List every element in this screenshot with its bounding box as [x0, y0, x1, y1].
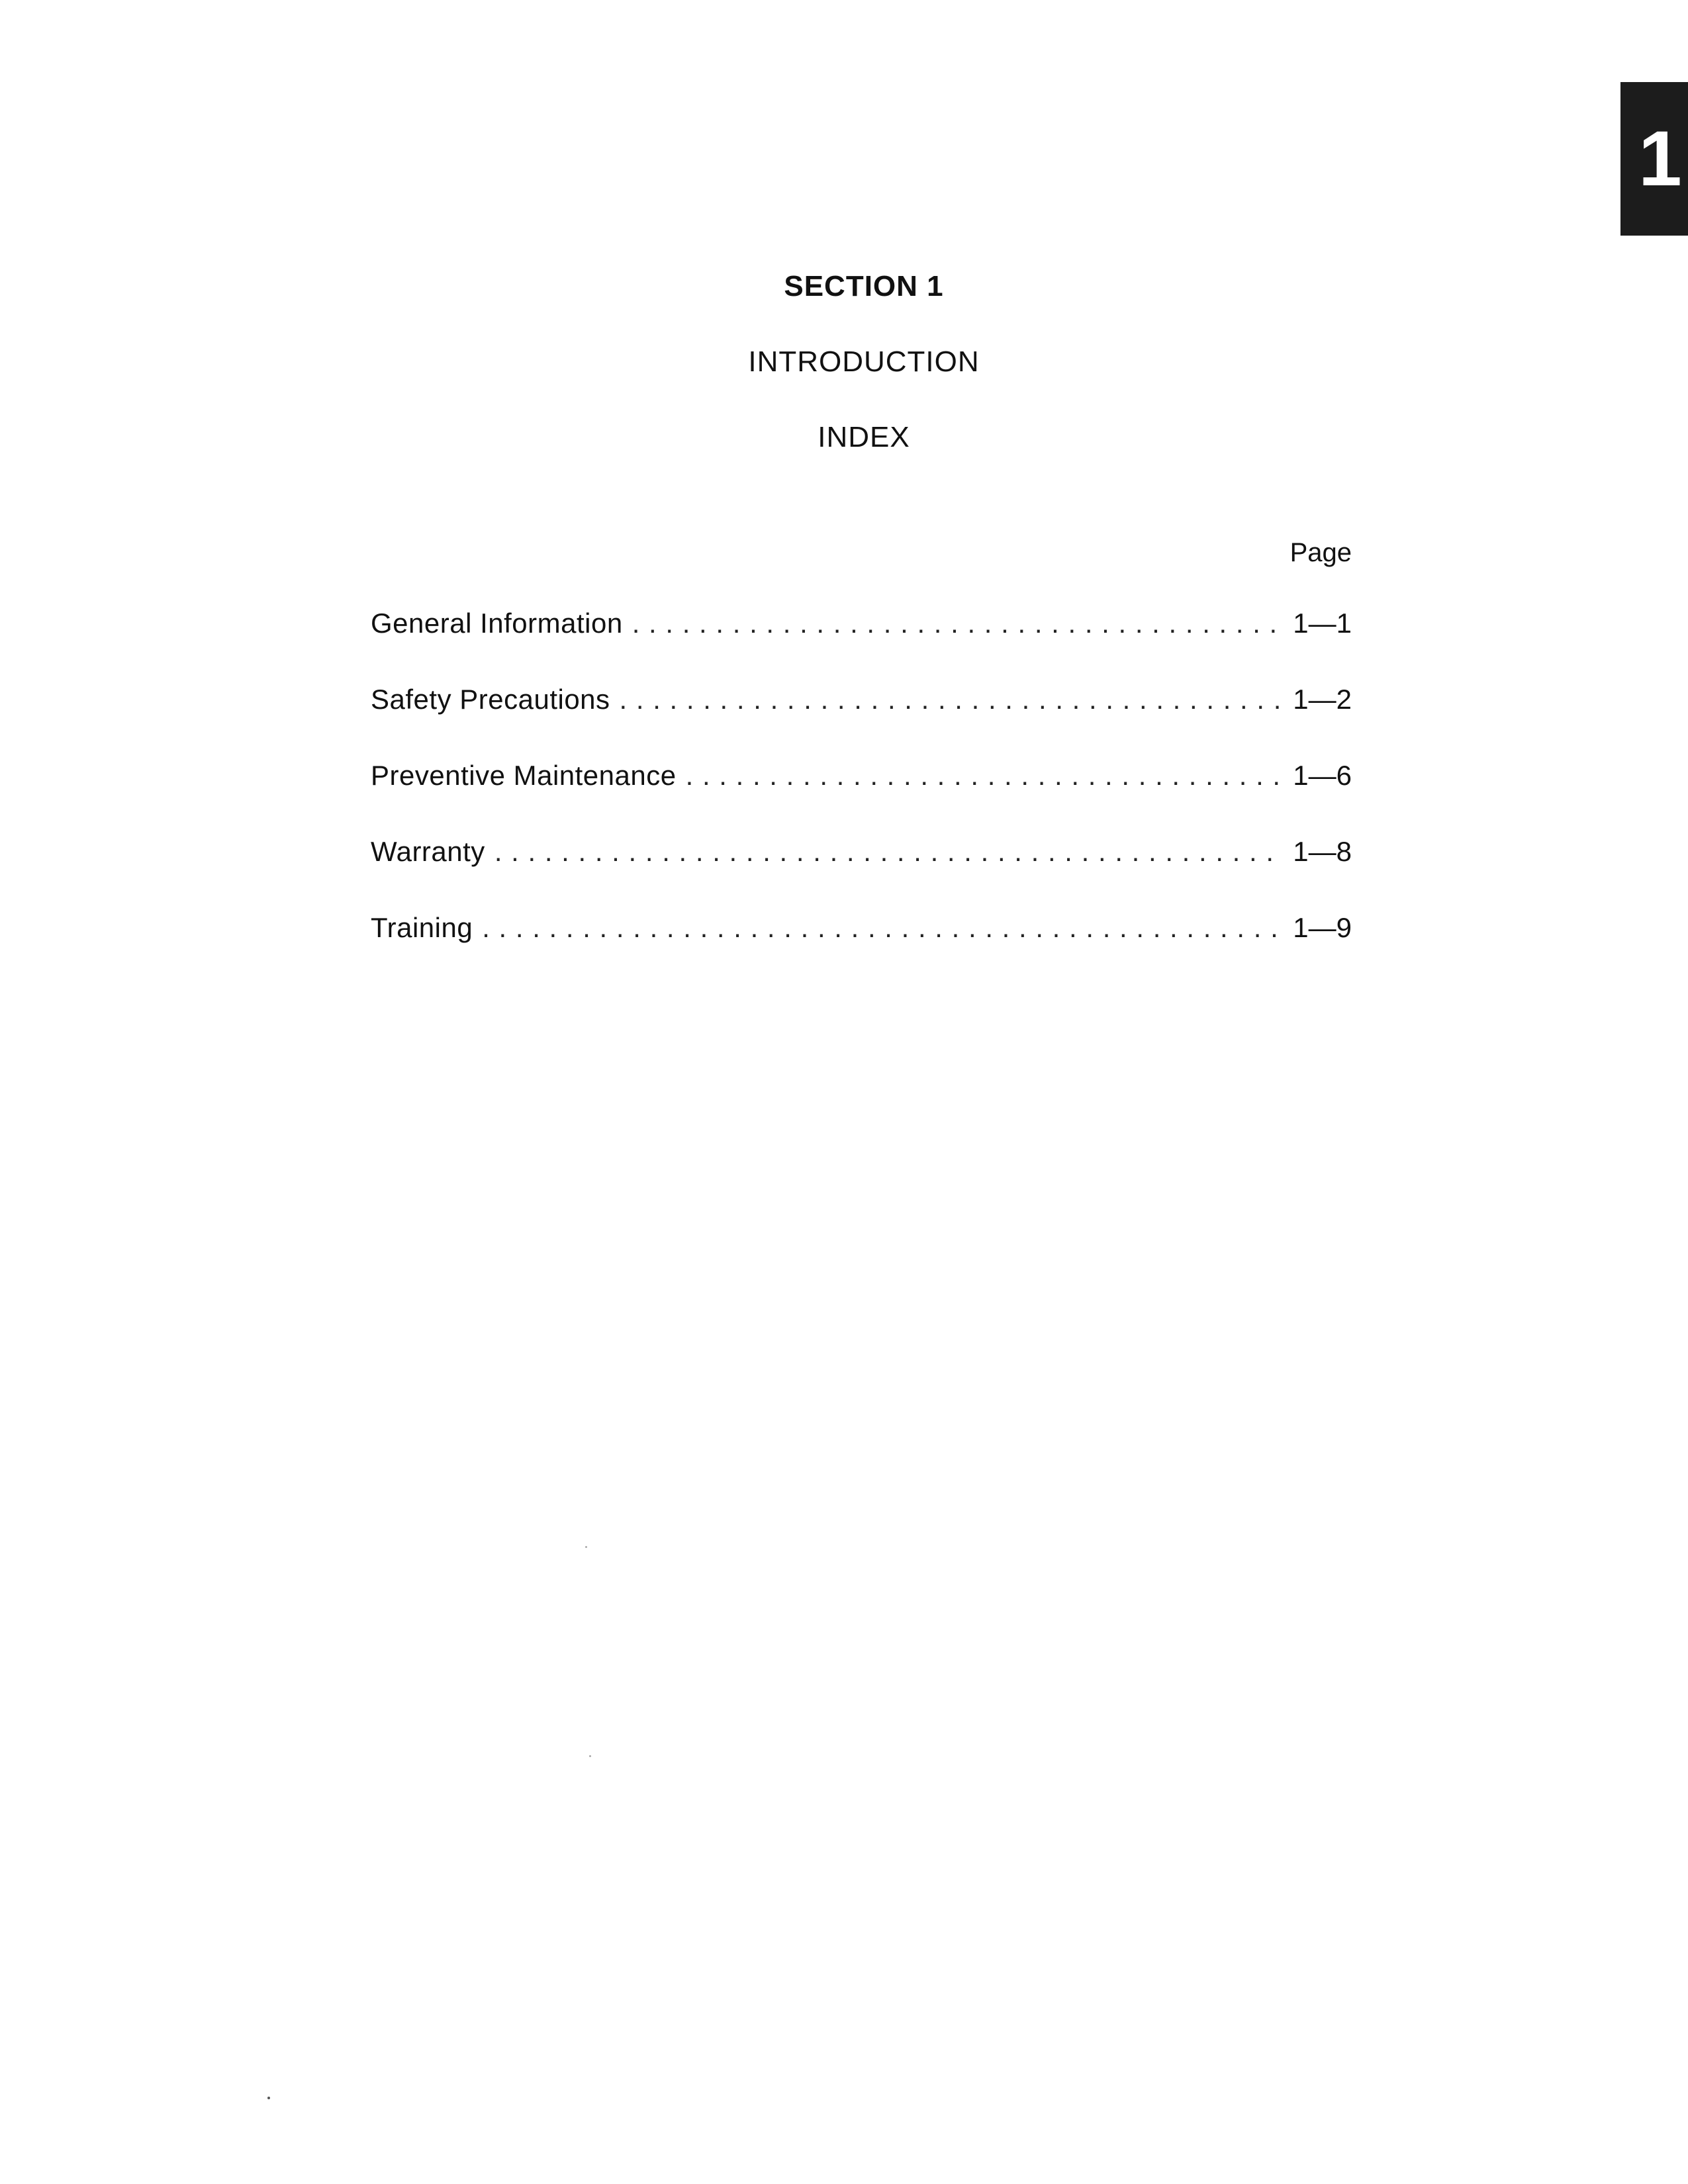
scan-speck: [589, 1755, 591, 1757]
section-title: INTRODUCTION: [748, 345, 980, 378]
toc-entry-title: Safety Precautions: [371, 684, 610, 715]
toc-entry-page: 1—6: [1293, 760, 1352, 791]
toc-entry: [371, 760, 1352, 836]
section-tab-marker: [1620, 82, 1688, 236]
dot-leader: [494, 836, 1284, 868]
toc-entry-page: 1—1: [1293, 608, 1352, 639]
toc-entry-page: 1—8: [1293, 836, 1352, 867]
toc-entry-page: 1—9: [1293, 912, 1352, 943]
dot-leader: [686, 760, 1284, 792]
dot-leader: [482, 912, 1284, 944]
toc-entry-title: Preventive Maintenance: [371, 760, 677, 791]
toc-entry-title: General Information: [371, 608, 623, 639]
index-heading: INDEX: [818, 421, 910, 453]
page-column-label: Page: [1289, 538, 1352, 567]
table-of-contents: [371, 608, 1352, 988]
toc-entry: [371, 608, 1352, 684]
toc-entry-page: 1—2: [1293, 684, 1352, 715]
scan-speck: [267, 2097, 270, 2099]
toc-entry-title: Warranty: [371, 836, 485, 867]
section-heading: SECTION 1: [784, 270, 944, 302]
toc-entry: [371, 912, 1352, 988]
toc-entry: [371, 684, 1352, 760]
toc-entry-title: Training: [371, 912, 473, 943]
scan-speck: [585, 1546, 587, 1548]
dot-leader: [632, 608, 1284, 639]
section-tab-label: 1: [1638, 115, 1682, 203]
dot-leader: [620, 684, 1284, 715]
toc-entry: [371, 836, 1352, 912]
